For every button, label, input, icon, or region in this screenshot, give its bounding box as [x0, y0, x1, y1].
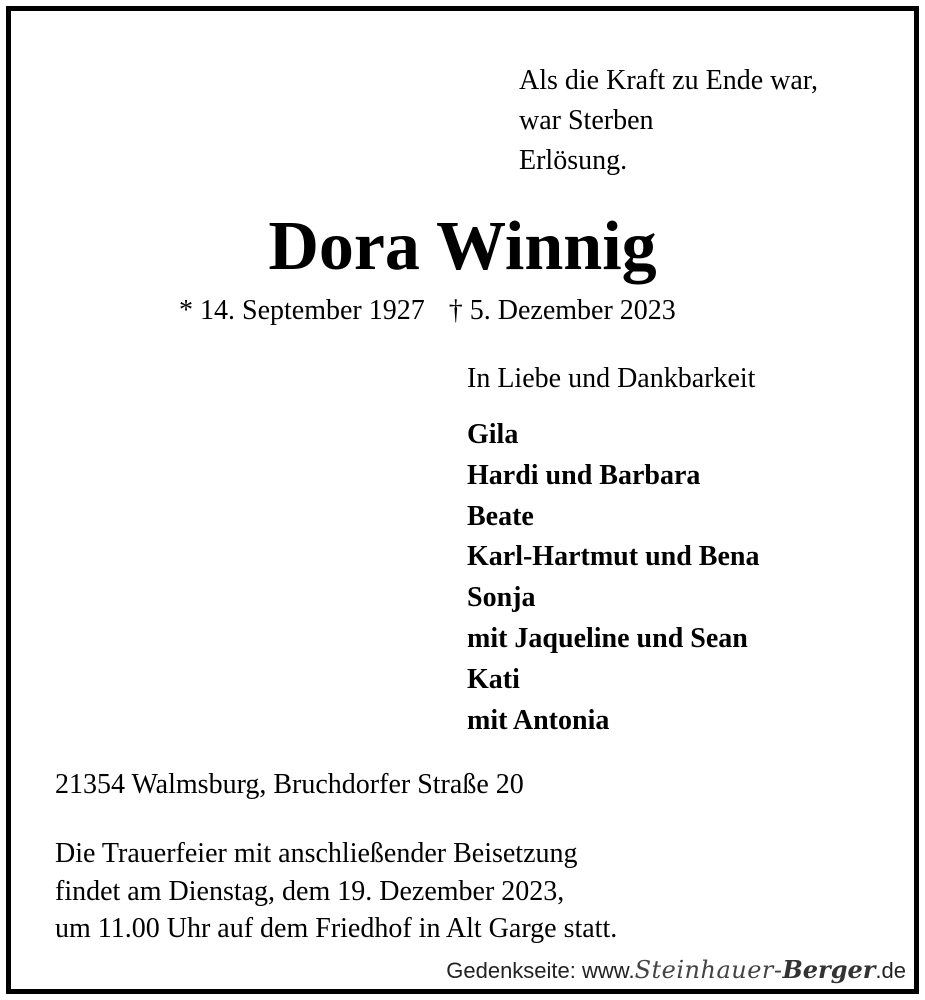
memorial-link-label: Gedenkseite: www. [446, 958, 635, 983]
mourners-list [467, 415, 759, 741]
mourner-name: Beate [467, 500, 534, 532]
mourner-name: Gila [467, 419, 519, 450]
ceremony-line: Die Trauerfeier mit anschließender Beisetzung [55, 838, 578, 869]
mourner-name: mit Jaqueline und Sean [467, 622, 748, 654]
memorial-page-link[interactable] [446, 955, 906, 986]
brand-berger: Berger [782, 955, 876, 984]
brand-tld: .de [875, 958, 906, 983]
brand-separator: - [773, 956, 783, 984]
motto-line: Als die Kraft zu Ende war, [519, 65, 818, 96]
mourner-name: Hardi und Barbara [467, 459, 701, 491]
motto-poem [519, 61, 818, 181]
mourner-name: mit Antonia [467, 704, 610, 736]
life-dates [179, 293, 676, 329]
birth-date: * 14. September 1927 [179, 295, 425, 326]
death-date: † 5. Dezember 2023 [448, 295, 676, 326]
motto-line: war Sterben [519, 105, 654, 136]
mourner-name: Sonja [467, 582, 536, 614]
mourner-name: Karl-Hartmut und Bena [467, 541, 760, 573]
deceased-name: Dora Winnig [268, 208, 657, 285]
ceremony-line: um 11.00 Uhr auf dem Friedhof in Alt Garge statt. [55, 913, 618, 944]
obituary-notice [6, 6, 919, 994]
motto-line: Erlösung. [519, 145, 628, 176]
dedication-text: In Liebe und Dankbarkeit [467, 363, 756, 394]
ceremony-line: findet am Dienstag, dem 19. Dezember 2023, [55, 875, 565, 907]
family-address: 21354 Walmsburg, Bruchdorfer Straße 20 [55, 769, 524, 800]
mourner-name: Kati [467, 663, 520, 695]
brand-steinhauer: Steinhauer [634, 956, 774, 984]
ceremony-info [55, 835, 617, 948]
